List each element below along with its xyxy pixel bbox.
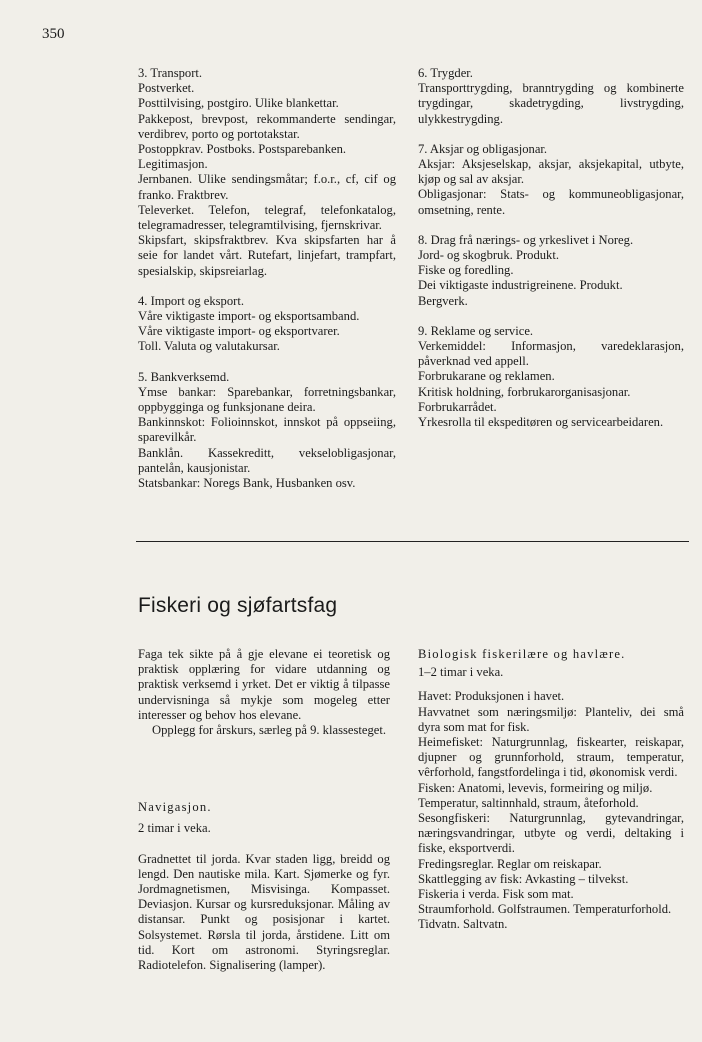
section-heading: Fiskeri og sjøfartsfag: [138, 594, 338, 617]
section-gap: [418, 309, 684, 324]
topic-line: Ymse bankar: Sparebankar, forretningsbankar, oppbygginga og funksjonane deira.: [138, 384, 396, 415]
topic-line: Statsbankar: Noregs Bank, Husbanken osv.: [138, 476, 356, 491]
topic-line: Dei viktigaste industrigreinene. Produkt.: [418, 278, 623, 293]
biologi-topic: Fiskeria i verda. Fisk som mat.: [418, 887, 574, 902]
intro-paragraph: Faga tek sikte på å gje elevane ei teoretisk og praktisk opplæring for vidare utdanning og praktisk verksemd i yrket. Det er viktig å tilpasse undervisninga så mykje som mogeleg etter interesser og behov hos elevane.: [138, 647, 390, 722]
section-gap: [138, 355, 396, 370]
topic-line: Televerket. Telefon, telegraf, telefonkatalog, telegramadresser, telegramtilvising, fjernskrivar.: [138, 202, 396, 233]
navigasjon-hours: 2 timar i veka.: [138, 821, 211, 836]
biologi-topic: Havvatnet som næringsmiljø: Planteliv, dei små dyra som mat for fisk.: [418, 704, 684, 734]
biologi-topic: Tidvatn. Saltvatn.: [418, 917, 508, 932]
topic-line: 5. Bankverksemd.: [138, 369, 230, 384]
topic-line: Pakkepost, brevpost, rekommanderte sendingar, verdibrev, porto og portotakstar.: [138, 111, 396, 141]
topic-line: Jernbanen. Ulike sendingsmåtar; f.o.r., cf, cif og franko. Fraktbrev.: [138, 172, 396, 202]
topic-line: Skipsfart, skipsfraktbrev. Kva skipsfarten har å seie for landet vårt. Rutefart, linjefart, trampfart, spesialskip, skipsreiarlag.: [138, 233, 396, 278]
topic-line: Legitimasjon.: [138, 157, 208, 172]
topic-line: 9. Reklame og service.: [418, 323, 534, 338]
navigasjon-body: Gradnettet til jorda. Kvar staden ligg, breidd og lengd. Den nautiske mila. Kart. Sjømerke og fyr. Jordmagnetismen, Misvisinga. Kompasset. Deviasjon. Kursar og kursreduksjonar. Måling av distansar. Punkt og posisjonar i kartet. Solsystemet. Rørsla til jorda, årstidene. Litt om tid. Kort om astronomi. Styringsreglar. Radiotelefon. Signalisering (lamper).: [138, 851, 390, 973]
biologi-topic: Skattlegging av fisk: Avkasting – tilvekst.: [418, 871, 629, 886]
topic-line: Bergverk.: [418, 293, 468, 308]
biologi-topic: Havet: Produksjonen i havet.: [418, 689, 565, 704]
topic-line: 7. Aksjar og obligasjonar.: [418, 141, 548, 156]
topic-line: Yrkesrolla til ekspeditøren og servicearbeidaren.: [418, 415, 664, 430]
topic-line: Transporttrygding, branntrygding og kombinerte trygdingar, skadetrygding, livstrygding, ulykkestrygding.: [418, 81, 684, 126]
section-gap: [418, 127, 684, 142]
topic-line: Posttilvising, postgiro. Ulike blankettar.: [138, 96, 339, 111]
topic-line: 8. Drag frå nærings- og yrkeslivet i Noreg.: [418, 232, 634, 247]
page-number: 350: [42, 26, 65, 42]
biologi-hours: 1–2 timar i veka.: [418, 665, 504, 680]
biologi-topic: Fredingsreglar. Reglar om reiskapar.: [418, 856, 602, 871]
topic-line: 3. Transport.: [138, 66, 203, 80]
biologi-topic: Fisken: Anatomi, levevis, formeiring og miljø.: [418, 780, 653, 795]
topic-line: Forbrukarane og reklamen.: [418, 369, 555, 384]
navigasjon-title: Navigasjon.: [138, 800, 212, 815]
biologi-topics: [418, 689, 684, 932]
topic-line: 6. Trygder.: [418, 66, 473, 80]
topic-line: Toll. Valuta og valutakursar.: [138, 339, 280, 354]
topic-line: Postverket.: [138, 81, 195, 96]
topic-line: Jord- og skogbruk. Produkt.: [418, 248, 559, 263]
section-gap: [138, 279, 396, 294]
topic-line: Kritisk holdning, forbrukarorganisasjonar.: [418, 384, 631, 399]
biologi-topic: Straumforhold. Golfstraumen. Temperaturforhold.: [418, 902, 672, 917]
biologi-topic: Temperatur, saltinnhald, straum, åteforhold.: [418, 795, 639, 810]
topic-line: Fiske og foredling.: [418, 263, 514, 278]
fishery-column-right: [418, 647, 684, 933]
topic-line: Våre viktigaste import- og eksportvarer.: [138, 324, 340, 339]
biologi-topic: Sesongfiskeri: Naturgrunnlag, gytevandringar, næringsvandringar, utbyte og verdi, deltaking i fiske, eksportverdi.: [418, 811, 684, 856]
topic-line: Banklån. Kassekreditt, vekselobligasjonar, pantelån, kausjonistar.: [138, 445, 396, 475]
commerce-topics-column-left: [138, 66, 396, 491]
topic-line: Verkemiddel: Informasjon, varedeklarasjon, påverknad ved appell.: [418, 339, 684, 369]
topic-line: Obligasjonar: Stats- og kommuneobligasjonar, omsetning, rente.: [418, 187, 684, 217]
fishery-column-left: [138, 647, 390, 973]
topic-line: Bankinnskot: Folioinnskot, innskot på oppseiing, sparevilkår.: [138, 415, 396, 445]
biologi-topic: Heimefisket: Naturgrunnlag, fiskearter, reiskapar, djupner og grunnforhold, straum, temperatur, vêrforhold, fangstfordelinga i tid, økonomisk verdi.: [418, 735, 684, 780]
section-divider: [136, 541, 689, 542]
topic-line: Forbrukarrådet.: [418, 399, 497, 414]
commerce-topics-column-right: [418, 66, 684, 430]
topic-line: Postoppkrav. Postboks. Postsparebanken.: [138, 142, 347, 157]
intro-paragraph-level: Opplegg for årskurs, særleg på 9. klassesteget.: [152, 723, 386, 738]
biologi-title: Biologisk fiskerilære og havlære.: [418, 647, 626, 661]
topic-line: 4. Import og eksport.: [138, 293, 244, 308]
topic-line: Aksjar: Aksjeselskap, aksjar, aksjekapital, utbyte, kjøp og sal av aksjar.: [418, 157, 684, 187]
topic-line: Våre viktigaste import- og eksportsamband.: [138, 309, 360, 324]
section-gap: [418, 218, 684, 233]
